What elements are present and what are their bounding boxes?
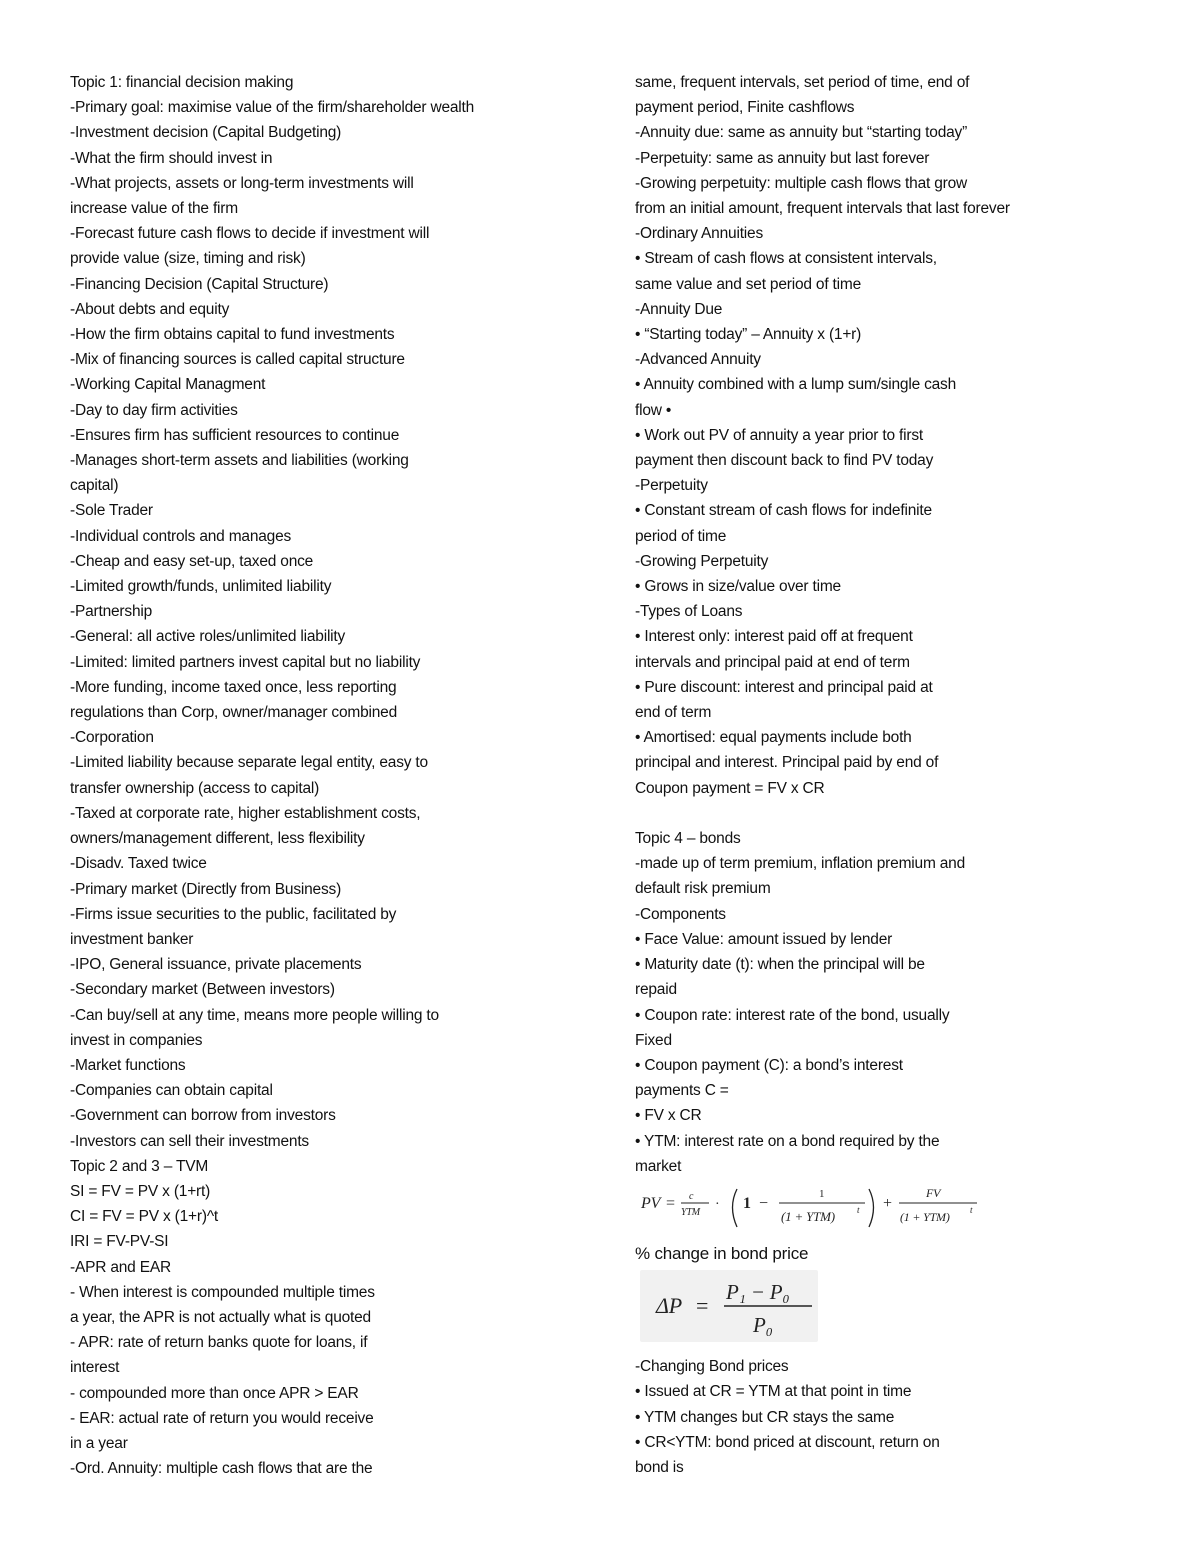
- text-line: • Stream of cash flows at consistent intervals,: [635, 250, 937, 268]
- text-line: -Investment decision (Capital Budgeting): [70, 124, 342, 142]
- text-line: • Interest only: interest paid off at frequent: [635, 628, 913, 646]
- text-line: -About debts and equity: [70, 300, 230, 318]
- text-line: • Grows in size/value over time: [635, 578, 841, 596]
- text-line: • CR<YTM: bond priced at discount, return on: [635, 1433, 940, 1451]
- text-line: -Market functions: [70, 1056, 186, 1074]
- right-column: [635, 70, 1175, 1480]
- text-line: • Pure discount: interest and principal paid at: [635, 678, 933, 696]
- text-line: - EAR: actual rate of return you would receive: [70, 1409, 374, 1427]
- pv-exponent: t: [857, 1204, 860, 1215]
- text-line: -Forecast future cash flows to decide if investment will: [70, 225, 430, 243]
- text-line: -Day to day firm activities: [70, 401, 238, 419]
- text-line: -Components: [635, 905, 726, 923]
- text-line: owners/management different, less flexibility: [70, 830, 365, 848]
- text-line: -Advanced Annuity: [635, 351, 761, 369]
- text-line: -Investors can sell their investments: [70, 1132, 309, 1150]
- section-gap: [635, 801, 1175, 826]
- text-line: -Primary market (Directly from Business): [70, 880, 342, 898]
- delta-p-numerator: P₁ − P₀: [726, 1280, 790, 1305]
- text-line: • YTM: interest rate on a bond required by the: [635, 1132, 940, 1150]
- text-line: -Limited liability because separate legal entity, easy to: [70, 754, 428, 772]
- text-line: same value and set period of time: [635, 275, 862, 293]
- text-line: Topic 1: financial decision making: [70, 74, 294, 91]
- text-line: -APR and EAR: [70, 1258, 171, 1276]
- text-line: • Work out PV of annuity a year prior to first: [635, 426, 923, 444]
- text-line: regulations than Corp, owner/manager combined: [70, 704, 398, 722]
- text-line: -Changing Bond prices: [635, 1358, 789, 1376]
- text-line: -Companies can obtain capital: [70, 1082, 273, 1100]
- delta-p-denominator: P₀: [753, 1313, 773, 1338]
- pv-bond-formula: [637, 1183, 1175, 1235]
- text-line: • Annuity combined with a lump sum/single cash: [635, 376, 957, 394]
- text-line: -How the firm obtains capital to fund investments: [70, 326, 395, 344]
- text-line: -Secondary market (Between investors): [70, 981, 335, 999]
- text-line: Coupon payment = FV x CR: [635, 779, 825, 797]
- text-line: -Partnership: [70, 603, 153, 621]
- text-line: -Perpetuity: [635, 477, 708, 495]
- pct-change-heading: % change in bond price: [635, 1243, 809, 1263]
- pv-minus: −: [759, 1194, 768, 1212]
- text-line: -General: all active roles/unlimited liability: [70, 628, 346, 646]
- text-line: -Types of Loans: [635, 603, 743, 621]
- pv-num-one: 1: [819, 1187, 825, 1200]
- text-line: provide value (size, timing and risk): [70, 250, 306, 268]
- right-column-bond-prices: [635, 1354, 1175, 1480]
- text-line: -Ensures firm has sufficient resources to continue: [70, 426, 400, 444]
- text-line: payments C =: [635, 1082, 729, 1100]
- text-line: Topic 2 and 3 – TVM: [70, 1157, 209, 1175]
- text-line: in a year: [70, 1434, 128, 1452]
- text-line: • Face Value: amount issued by lender: [635, 930, 893, 948]
- text-line: - APR: rate of return banks quote for loans, if: [70, 1334, 368, 1352]
- text-line: default risk premium: [635, 880, 771, 898]
- text-line: -Perpetuity: same as annuity but last forever: [635, 149, 930, 167]
- pv-denominator: (1 + YTM): [781, 1208, 835, 1224]
- text-line: -More funding, income taxed once, less reporting: [70, 678, 397, 696]
- text-line: -Mix of financing sources is called capital structure: [70, 351, 405, 369]
- pv-equals: =: [666, 1194, 675, 1212]
- text-line: -Annuity Due: [635, 300, 723, 318]
- text-line: -Cheap and easy set-up, taxed once: [70, 552, 314, 570]
- text-line: • Issued at CR = YTM at that point in time: [635, 1383, 912, 1401]
- text-line: • Coupon rate: interest rate of the bond, usually: [635, 1006, 950, 1024]
- pv-label: PV: [641, 1194, 661, 1212]
- text-line: -Limited growth/funds, unlimited liability: [70, 578, 332, 596]
- text-line: -Working Capital Managment: [70, 376, 266, 394]
- text-line: increase value of the firm: [70, 200, 238, 218]
- text-line: bond is: [635, 1458, 684, 1476]
- text-line: -Taxed at corporate rate, higher establishment costs,: [70, 804, 421, 822]
- text-line: CI = FV = PV x (1+r)^t: [70, 1208, 219, 1226]
- text-line: from an initial amount, frequent intervals that last forever: [635, 200, 1010, 218]
- pv-c: c: [689, 1190, 694, 1202]
- text-line: • “Starting today” – Annuity x (1+r): [635, 326, 862, 344]
- text-line: -Government can borrow from investors: [70, 1107, 336, 1125]
- text-line: transfer ownership (access to capital): [70, 779, 320, 797]
- text-line: payment period, Finite cashflows: [635, 99, 855, 117]
- text-line: flow •: [635, 401, 672, 419]
- text-line: -Growing Perpetuity: [635, 552, 769, 570]
- right-column-bonds: [635, 826, 1175, 1179]
- text-line: intervals and principal paid at end of term: [635, 653, 910, 671]
- text-line: investment banker: [70, 930, 194, 948]
- text-line: -Disadv. Taxed twice: [70, 855, 207, 873]
- text-line: -Primary goal: maximise value of the firm/shareholder wealth: [70, 99, 475, 117]
- text-line: -Can buy/sell at any time, means more people willing to: [70, 1006, 439, 1024]
- text-line: -Annuity due: same as annuity but “starting today”: [635, 124, 968, 142]
- text-line: invest in companies: [70, 1031, 203, 1049]
- text-line: -What the firm should invest in: [70, 149, 273, 167]
- text-line: -Sole Trader: [70, 502, 153, 520]
- right-column-annuities: [635, 70, 1175, 801]
- text-line: - compounded more than once APR > EAR: [70, 1384, 359, 1402]
- text-line: • Coupon payment (C): a bond’s interest: [635, 1056, 903, 1074]
- text-line: a year, the APR is not actually what is quoted: [70, 1308, 371, 1326]
- text-line: same, frequent intervals, set period of time, end of: [635, 74, 970, 91]
- text-line: -What projects, assets or long-term investments will: [70, 174, 414, 192]
- pv-dot: ·: [715, 1196, 720, 1212]
- text-line: • Amortised: equal payments include both: [635, 729, 912, 747]
- text-line: - When interest is compounded multiple times: [70, 1283, 375, 1301]
- text-line: -Ordinary Annuities: [635, 225, 764, 243]
- text-line: -made up of term premium, inflation premium and: [635, 855, 966, 873]
- text-line: -Ord. Annuity: multiple cash flows that are the: [70, 1460, 373, 1478]
- pv-one: 1: [743, 1194, 751, 1212]
- pv-exponent-2: t: [970, 1204, 973, 1215]
- text-line: principal and interest. Principal paid by end of: [635, 754, 939, 772]
- text-line: • Maturity date (t): when the principal will be: [635, 956, 925, 974]
- text-line: • Constant stream of cash flows for indefinite: [635, 502, 932, 520]
- text-line: end of term: [635, 704, 712, 722]
- text-line: Topic 4 – bonds: [635, 830, 741, 848]
- text-line: period of time: [635, 527, 727, 545]
- text-line: Fixed: [635, 1031, 672, 1049]
- text-line: SI = FV = PV x (1+rt): [70, 1182, 211, 1200]
- text-line: repaid: [635, 981, 677, 999]
- pv-ytm: YTM: [681, 1206, 700, 1218]
- text-line: interest: [70, 1359, 120, 1377]
- text-line: capital): [70, 477, 119, 495]
- text-line: -Manages short-term assets and liabilities (working: [70, 452, 409, 470]
- text-line: -Individual controls and manages: [70, 527, 292, 545]
- text-line: • FV x CR: [635, 1107, 702, 1125]
- delta-p-formula: [640, 1270, 818, 1342]
- pv-denominator-2: (1 + YTM): [900, 1209, 950, 1224]
- text-line: -Financing Decision (Capital Structure): [70, 275, 329, 293]
- text-line: • YTM changes but CR stays the same: [635, 1408, 895, 1426]
- text-line: -Limited: limited partners invest capital but no liability: [70, 653, 421, 671]
- text-line: -Corporation: [70, 729, 154, 747]
- text-line: -Firms issue securities to the public, facilitated by: [70, 905, 397, 923]
- delta-p-label: ΔP: [656, 1293, 682, 1319]
- text-line: market: [635, 1157, 682, 1175]
- text-line: payment then discount back to find PV today: [635, 452, 934, 470]
- pv-fv: FV: [926, 1185, 941, 1200]
- text-line: -IPO, General issuance, private placements: [70, 956, 362, 974]
- left-column: [70, 70, 600, 1481]
- delta-p-equals: =: [696, 1293, 709, 1319]
- pv-plus: +: [883, 1194, 892, 1212]
- text-line: IRI = FV-PV-SI: [70, 1233, 169, 1251]
- text-line: -Growing perpetuity: multiple cash flows that grow: [635, 174, 968, 192]
